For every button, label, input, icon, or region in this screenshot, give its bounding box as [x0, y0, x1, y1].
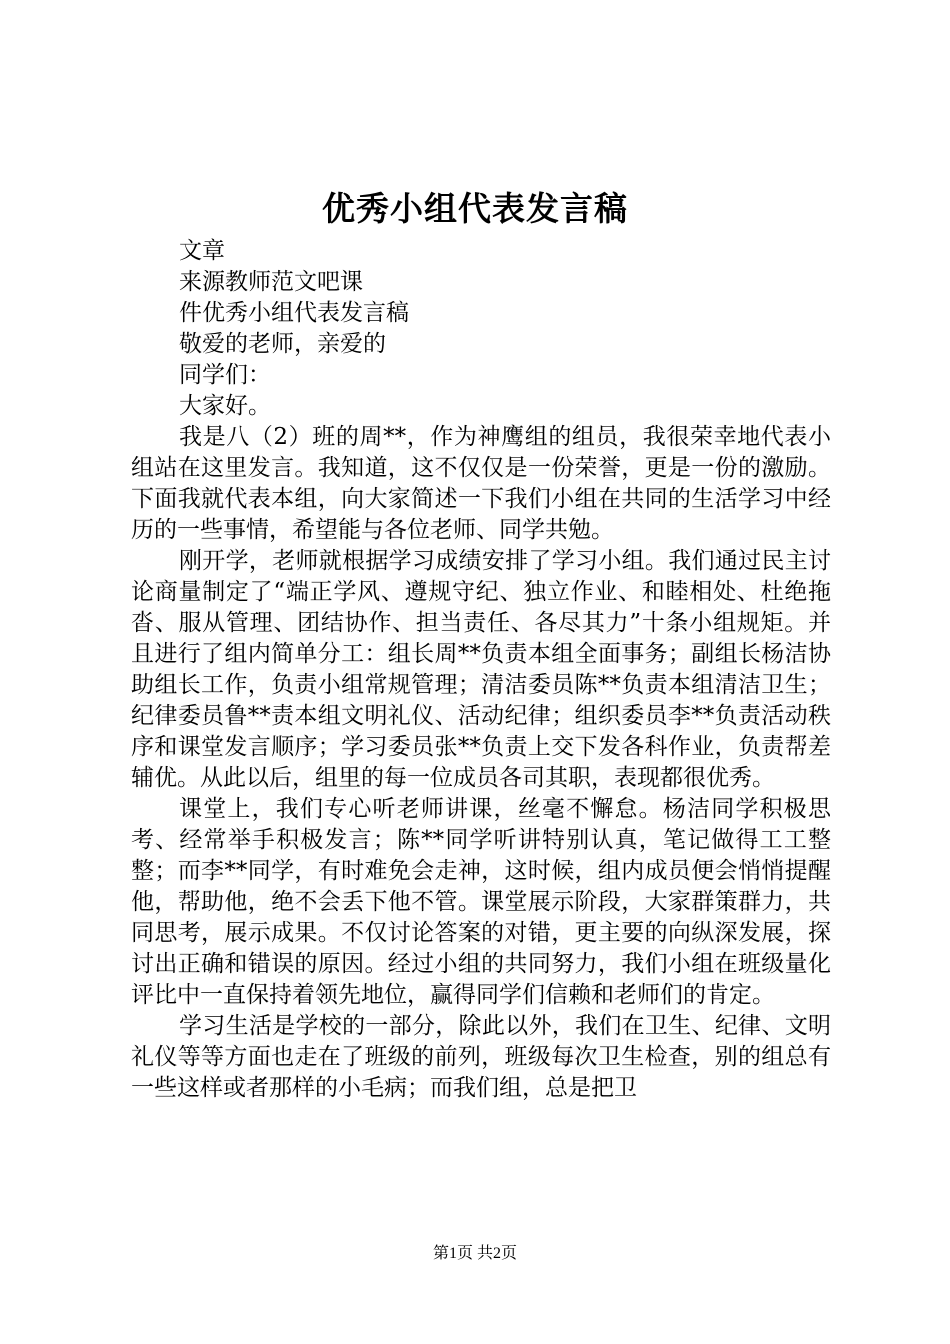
paragraph-intro: 我是八（2）班的周**，作为神鹰组的组员，我很荣幸地代表小组站在这里发言。我知道，这不仅仅是一份荣誉，更是一份的激励。下面我就代表本组，向大家简述一下我们小组在共同的生活学习中经历的一些事情，希望能与各位老师、同学共勉。: [131, 424, 831, 543]
paragraph-group-rules: 刚开学，老师就根据学习成绩安排了学习小组。我们通过民主讨论商量制定了“端正学风、遵规守纪、独立作业、和睦相处、杜绝拖沓、服从管理、团结协作、担当责任、各尽其力”十条小组规矩。并且进行了组内简单分工：组长周**负责本组全面事务；副组长杨洁协助组长工作，负责小组常规管理；清洁委员陈**负责本组清洁卫生；纪律委员鲁**责本组文明礼仪、活动纪律；组织委员李**负责活动秩序和课堂发言顺序；学习委员张**负责上交下发各科作业，负责帮差辅优。从此以后，组里的每一位成员各司其职，表现都很优秀。: [131, 548, 831, 791]
greeting: 大家好。: [179, 393, 271, 419]
salutation-teachers: 敬爱的老师，亲爱的: [179, 331, 386, 357]
header-line-source-site: 来源教师范文吧课: [179, 269, 363, 295]
document-title: 优秀小组代表发言稿: [322, 189, 628, 228]
header-line-source: 文章: [179, 238, 225, 264]
header-line-doc-name: 件优秀小组代表发言稿: [179, 300, 409, 326]
salutation-students: 同学们：: [179, 362, 271, 388]
page-footer: 第1页 共2页: [432, 1245, 517, 1262]
paragraph-school-life: 学习生活是学校的一部分，除此以外，我们在卫生、纪律、文明礼仪等等方面也走在了班级的前列，班级每次卫生检查，别的组总有一些这样或者那样的小毛病；而我们组，总是把卫: [131, 1013, 831, 1101]
paragraph-classroom: 课堂上，我们专心听老师讲课，丝毫不懈怠。杨洁同学积极思考、经常举手积极发言；陈**同学听讲特别认真，笔记做得工工整整；而李**同学，有时难免会走神，这时候，组内成员便会悄悄提醒他，帮助他，绝不会丢下他不管。课堂展示阶段，大家群策群力，共同思考，展示成果。不仅讨论答案的对错，更主要的向纵深发展，探讨出正确和错误的原因。经过小组的共同努力，我们小组在班级量化评比中一直保持着领先地位，赢得同学们信赖和老师们的肯定。: [131, 796, 831, 1008]
document-body: [131, 236, 831, 1104]
